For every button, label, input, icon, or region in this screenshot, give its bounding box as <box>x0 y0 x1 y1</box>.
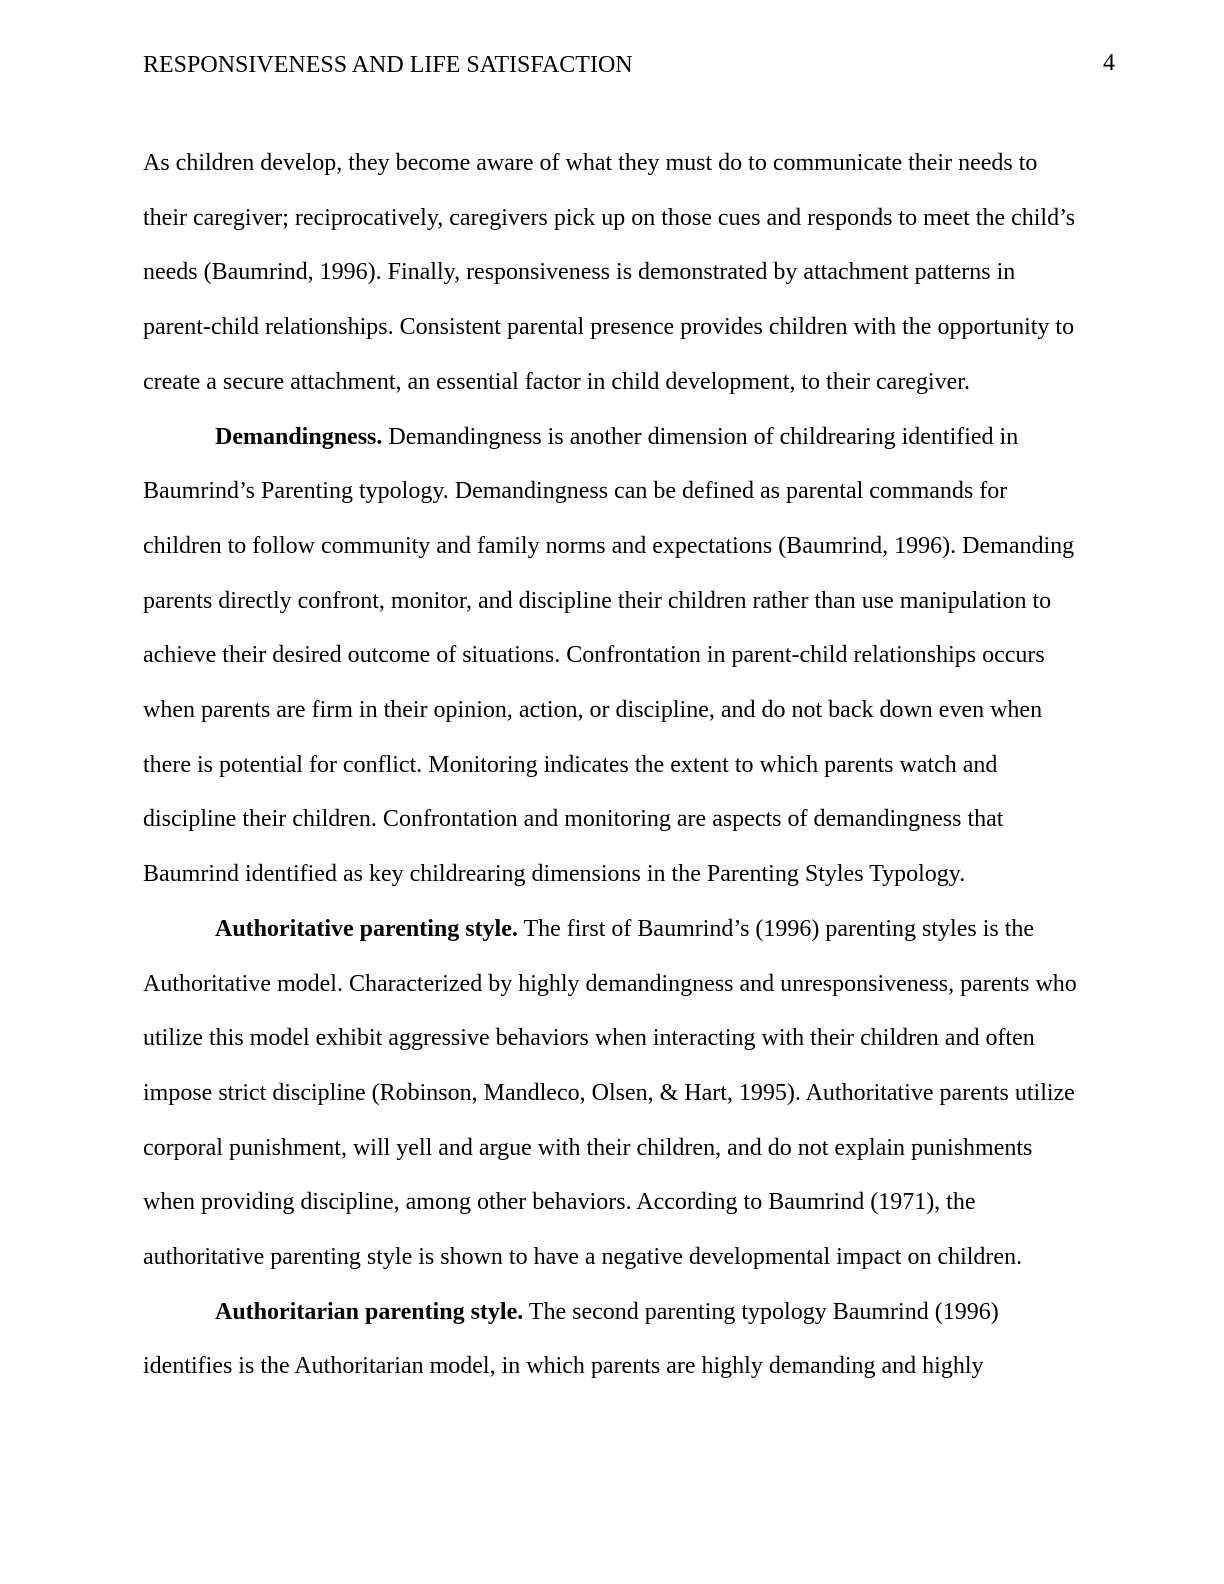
text-run: The second parenting typology Baumrind (1996) <box>523 1298 999 1325</box>
paragraph-authoritarian <box>143 1285 1083 1394</box>
paragraph-demandingness <box>143 410 1083 902</box>
text-line: parent-child relationships. Consistent parental presence provides children with the opportunity to <box>143 314 1075 341</box>
body-text <box>143 136 1083 1394</box>
text-line: impose strict discipline (Robinson, Mandleco, Olsen, & Hart, 1995). Authoritative parents utilize <box>143 1079 1075 1106</box>
section-heading-authoritative: Authoritative parenting style. <box>215 915 518 942</box>
page-number: 4 <box>1103 50 1115 76</box>
text-line: utilize this model exhibit aggressive behaviors when interacting with their children and often <box>143 1025 1035 1052</box>
text-line-first <box>143 410 1083 465</box>
paragraph-responsiveness-continued <box>143 136 1083 410</box>
text-line: corporal punishment, will yell and argue with their children, and do not explain punishments <box>143 1134 1033 1161</box>
text-line: their caregiver; reciprocatively, caregivers pick up on those cues and responds to meet the child’s <box>143 204 1076 231</box>
text-line-first <box>143 902 1083 957</box>
text-line-first <box>143 1285 1083 1340</box>
running-head: RESPONSIVENESS AND LIFE SATISFACTION <box>143 52 633 78</box>
text-run: The first of Baumrind’s (1996) parenting styles is the <box>517 915 1035 942</box>
text-line: needs (Baumrind, 1996). Finally, responsiveness is demonstrated by attachment patterns in <box>143 259 1016 286</box>
text-line: Baumrind identified as key childrearing dimensions in the Parenting Styles Typology. <box>143 861 966 888</box>
text-line: Baumrind’s Parenting typology. Demandingness can be defined as parental commands for <box>143 478 1008 505</box>
text-line: identifies is the Authoritarian model, in which parents are highly demanding and highly <box>143 1353 984 1380</box>
text-line: achieve their desired outcome of situations. Confrontation in parent-child relationships occurs <box>143 642 1045 669</box>
text-line: parents directly confront, monitor, and discipline their children rather than use manipulation to <box>143 587 1052 614</box>
text-line: discipline their children. Confrontation and monitoring are aspects of demandingness that <box>143 806 1004 833</box>
text-line: children to follow community and family norms and expectations (Baumrind, 1996). Demanding <box>143 532 1075 559</box>
text-line: As children develop, they become aware of what they must do to communicate their needs to <box>143 150 1038 176</box>
text-run: Demandingness is another dimension of childrearing identified in <box>382 423 1019 450</box>
text-line: there is potential for conflict. Monitoring indicates the extent to which parents watch and <box>143 751 998 778</box>
section-heading-demandingness: Demandingness. <box>215 423 383 450</box>
text-line: when parents are firm in their opinion, action, or discipline, and do not back down even when <box>143 697 1043 724</box>
text-line: Authoritative model. Characterized by highly demandingness and unresponsiveness, parents who <box>143 970 1077 997</box>
text-line: authoritative parenting style is shown to have a negative developmental impact on children. <box>143 1244 1023 1271</box>
text-line: when providing discipline, among other behaviors. According to Baumrind (1971), the <box>143 1189 976 1216</box>
section-heading-authoritarian: Authoritarian parenting style. <box>215 1298 524 1325</box>
paragraph-authoritative <box>143 902 1083 1285</box>
text-line: create a secure attachment, an essential factor in child development, to their caregiver. <box>143 368 970 395</box>
